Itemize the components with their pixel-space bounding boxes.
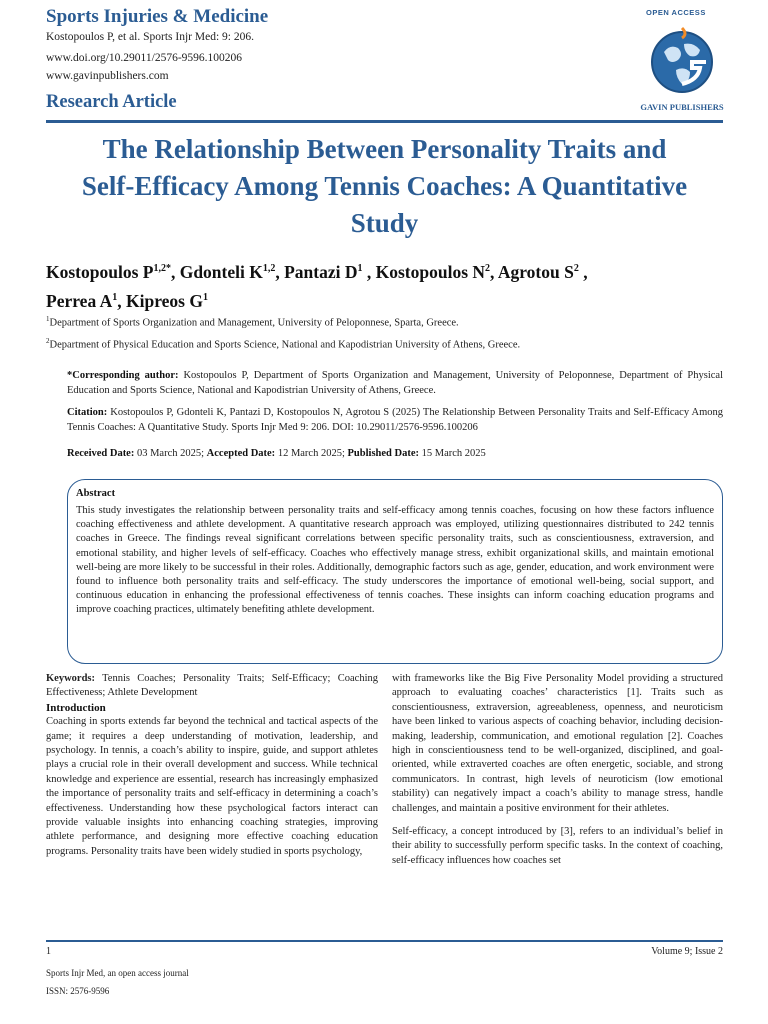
body-paragraph: Coaching in sports extends far beyond the technical and tactical aspects of the game; it requires a deep understanding of motivation, leadership, and psychology. In tennis, a coach’s ability to inspire, guide, and support athletes plays a crucial role in their overall development and success. While technical knowledge and experience are essential, research has increasingly emphasized the importance of personality traits and self-efficacy in determining a coach’s effectiveness. Understanding how these psychological factors interact can provide valuable insights into enhancing coaching strategies, improving athlete performance, and designing more effective coaching education programs. Personality traits have been widely studied in sports psychology, <box>46 716 378 857</box>
volume-issue: Volume 9; Issue 2 <box>651 946 723 957</box>
affiliation: $^2$Department of Physical Education and Sports Science, National and Kapodistrian University of Athens, Greece. <box>46 337 521 351</box>
author-list: Kostopoulos $P^{1,2*}$, Gdonteli K$^{1,2}$, Pantazi $D^1$ , Kostopoulos $N^2$, Agrotou $S^2$ , Perrea $A^1$, Kipreos $G^1$ <box>46 261 588 311</box>
author: Gdonteli K$^{1,2}$ <box>179 261 276 282</box>
article-type: Research Article <box>46 92 177 112</box>
doi-link[interactable]: www.doi.org/10.29011/2576-9596.100206 <box>46 52 243 64</box>
website-link[interactable]: www.gavinpublishers.com <box>46 70 169 82</box>
author: Perrea $A^1$ <box>46 290 118 311</box>
gavin-globe-logo <box>648 24 716 96</box>
author: Agrotou $S^2$ <box>497 261 579 282</box>
footer-divider <box>46 940 723 942</box>
title-line: Study <box>350 208 419 238</box>
paper-title <box>46 131 723 242</box>
author: Kostopoulos $P^{1,2*}$ <box>46 261 171 282</box>
abstract-text: This study investigates the relationship between personality traits and self-efficacy among tennis coaches, focusing on how these factors influence coaching effectiveness and athlete development. A quantitative research approach was employed, utilizing questionnaires distributed to 242 tennis coaches in Greece. The findings reveal significant correlations between specific personality traits, such as conscientiousness, extraversion, and emotional stability, and higher levels of self-efficacy. Coaches who effectively manage stress, exhibit organizational skills, and maintain emotional well-being are more likely to be successful in their roles. Additionally, demographic factors such as age, gender, education, and work environment were found to influence both personality traits and self-efficacy. The study underscores the importance of emotional well-being, social support, and continuous education in enhancing the professional effectiveness of tennis coaches. These insights can inform coaching education programs and improve coaching practices, ultimately benefiting athlete development. <box>76 505 714 616</box>
body-paragraph: Self-efficacy, a concept introduced by [3], refers to an individual’s belief in their ability to successfully perform specific tasks. In the context of coaching, self-efficacy influences how coaches set <box>392 826 723 866</box>
author: Kostopoulos $N^2$ <box>375 261 491 282</box>
right-column <box>392 672 723 868</box>
citation-short: Kostopoulos P, et al. Sports Injr Med: 9: 206. <box>46 31 254 43</box>
footer-issn: ISSN: 2576-9596 <box>46 986 110 996</box>
citation: Citation: Kostopoulos P, Gdonteli K, Pantazi D, Kostopoulos N, Agrotou S (2025) The Relationship Between Personality Traits and Self-Efficacy Among Tennis Coaches: A Quantitative Study. Sports Injr Med 9: 206. DOI: 10.29011/2576-9596.100206 <box>67 407 723 433</box>
author: Pantazi $D^1$ <box>284 261 363 282</box>
page-number: 1 <box>46 946 51 957</box>
abstract-heading: Abstract <box>76 488 116 499</box>
journal-title: Sports Injuries & Medicine <box>46 6 269 27</box>
title-line: Self-Efficacy Among Tennis Coaches: A Quantitative <box>81 171 688 201</box>
article-dates: Received Date: 03 March 2025; Accepted Date: 12 March 2025; Published Date: 15 March 2025 <box>67 448 486 459</box>
left-column <box>46 672 378 859</box>
body-paragraph: with frameworks like the Big Five Personality Model providing a structured approach to evaluating coaches’ characteristics [1]. Traits such as conscientiousness, extraversion, agreeableness, openness, and neuroticism have been linked to various aspects of coaching behavior, including decision-making, leadership, communication, and emotional regulation [2]. Coaches high in conscientiousness tend to be well-organized, disciplined, and goal-oriented, while extraverted coaches are often energetic, sociable, and strong communicators. In contrast, high levels of neuroticism (low emotional stability) can negatively impact a coach’s ability to manage stress, handle challenges, and maintain a positive environment for their athletes. <box>392 673 723 814</box>
title-line: The Relationship Between Personality Traits and <box>102 134 667 164</box>
section-heading-introduction: Introduction <box>46 701 106 714</box>
corresponding-author: *Corresponding author: Kostopoulos P, Department of Sports Organization and Management, University of Peloponnese, Department of Physical Education and Sports Science, National and Kapodistrian University of Athens, Greece. <box>67 370 723 396</box>
author: Kipreos $G^1$ <box>126 290 208 311</box>
publisher-logo <box>632 6 732 116</box>
abstract-box <box>67 479 723 664</box>
footer-journal: Sports Injr Med, an open access journal <box>46 968 189 978</box>
open-access-label: OPEN ACCESS <box>646 8 706 17</box>
affiliation: $^1$Department of Sports Organization and Management, University of Peloponnese, Sparta, Greece. <box>46 315 459 329</box>
keywords: Keywords: Tennis Coaches; Personality Traits; Self-Efficacy; Coaching Effectiveness; Athlete Development <box>46 673 378 699</box>
publisher-name: GAVIN PUBLISHERS <box>640 102 724 112</box>
header-divider <box>46 120 723 123</box>
